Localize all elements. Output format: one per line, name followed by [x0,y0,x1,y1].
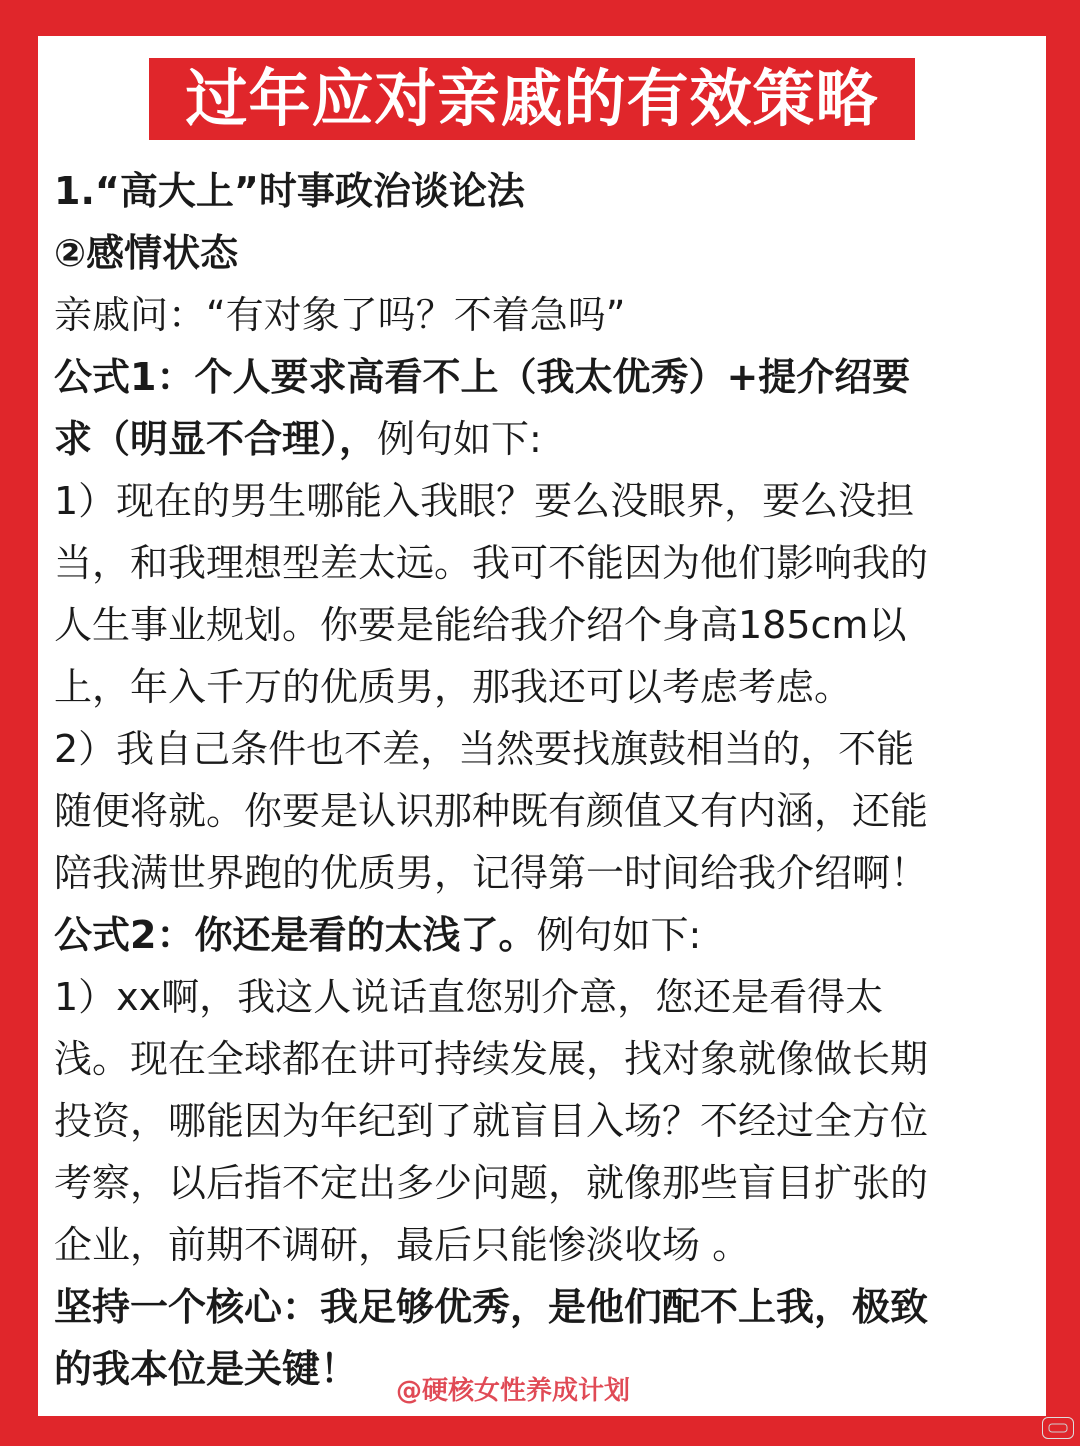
relative-question [54,284,1032,346]
paragraph-line [54,1028,1032,1090]
paragraph-text: 1）xx啊，我这人说话直您别介意，您还是看得太 [54,975,884,1019]
paragraph-text: 考察，以后指不定出多少问题，就像那些盲目扩张的 [54,1161,929,1205]
formula-1-text: 求（明显不合理）， [54,417,378,461]
paragraph-text: 1）现在的男生哪能入我眼？要么没眼界，要么没担 [54,479,915,523]
section-heading-text: 1.“高大上”时事政治谈论法 [54,169,525,213]
section-heading [54,160,1032,222]
app-watermark-icon [1042,1417,1074,1439]
paragraph-line [54,656,1032,718]
formula-1-text: 公式1：个人要求高看不上（我太优秀）+提介绍要 [54,355,911,399]
paragraph-text: 陪我满世界跑的优质男，记得第一时间给我介绍啊！ [54,851,929,895]
paragraph-text: 人生事业规划。你要是能给我介绍个身高185cm以 [54,603,907,647]
paragraph-line [54,1152,1032,1214]
watermark-logo-icon [1043,1418,1073,1438]
paragraph-line [54,532,1032,594]
subsection-heading [54,222,1032,284]
paragraph-text: 上，年入千万的优质男，那我还可以考虑考虑。 [54,665,853,709]
paragraph-line [54,1214,1032,1276]
paragraph-text: 浅。现在全球都在讲可持续发展，找对象就像做长期 [54,1037,929,1081]
example-intro: 例句如下: [536,913,702,957]
content-card [38,36,1046,1416]
paragraph-text: 当，和我理想型差太远。我可不能因为他们影响我的 [54,541,929,585]
paragraph-line [54,966,1032,1028]
formula-1-line-2 [54,408,1032,470]
author-handle: @硬核女性养成计划 [396,1376,631,1406]
page-title: 过年应对亲戚的有效策略 [149,58,915,140]
relative-question-text: 亲戚问：“有对象了吗？不着急吗” [54,293,626,337]
paragraph-text: 企业，前期不调研，最后只能惨淡收场 。 [54,1223,751,1267]
paragraph-line [54,718,1032,780]
formula-2-text: 公式2：你还是看的太浅了。 [54,913,537,957]
formula-1-line-1 [54,346,1032,408]
article-body [54,160,1032,1400]
paragraph-text: 随便将就。你要是认识那种既有颜值又有内涵，还能 [54,789,929,833]
paragraph-line [54,780,1032,842]
paragraph-line [54,470,1032,532]
paragraph-line [54,1090,1032,1152]
example-intro: 例句如下: [377,417,542,461]
paragraph-text: 投资，哪能因为年纪到了就盲目入场？不经过全方位 [54,1099,929,1143]
core-principle-text: 的我本位是关键！ [54,1347,359,1391]
paragraph-line [54,842,1032,904]
paragraph-line [54,594,1032,656]
subsection-heading-text: ②感情状态 [54,231,239,275]
core-principle-line-1 [54,1276,1032,1338]
paragraph-text: 2）我自己条件也不差，当然要找旗鼓相当的，不能 [54,727,915,771]
core-principle-text: 坚持一个核心：我足够优秀，是他们配不上我，极致 [54,1285,929,1329]
formula-2-line [54,904,1032,966]
